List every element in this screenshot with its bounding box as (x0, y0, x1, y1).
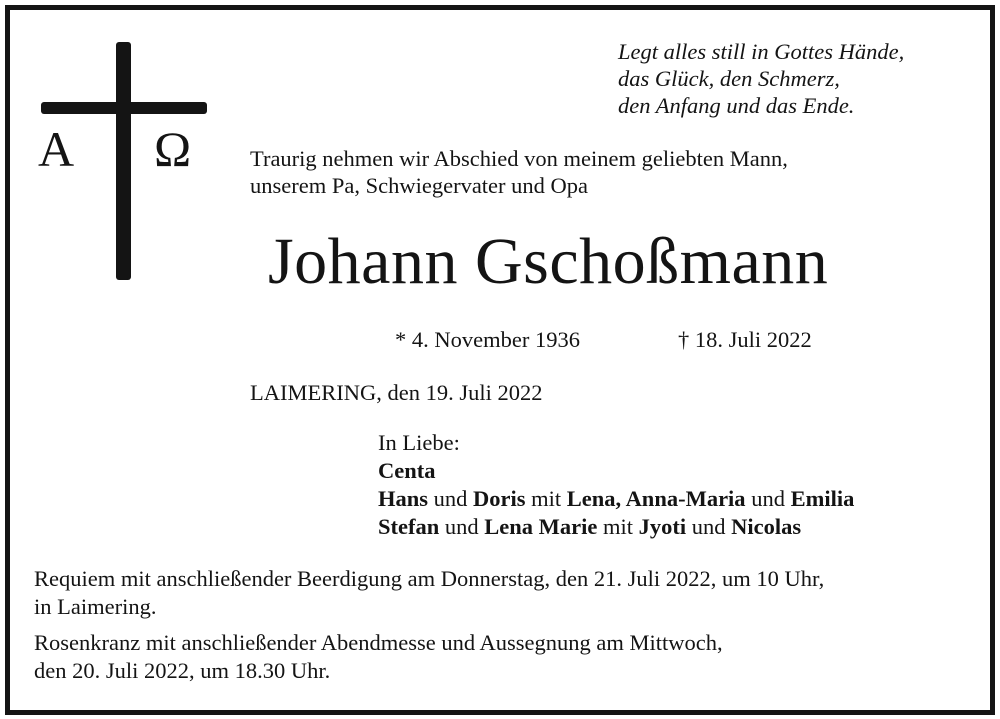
mourners-line (378, 485, 854, 513)
mourner-name: Centa (378, 458, 436, 483)
omega-symbol: Ω (154, 121, 192, 177)
death-date: † 18. Juli 2022 (678, 327, 812, 352)
mourner-name: Stefan (378, 514, 440, 539)
birth-date: * 4. November 1936 (395, 327, 580, 352)
mourner-name: Lena, Anna-Maria (566, 486, 746, 511)
intro-text (250, 145, 788, 199)
requiem-info (34, 565, 824, 621)
rosary-line: Rosenkranz mit anschließender Abendmesse und Aussegnung am Mittwoch, (34, 630, 723, 655)
intro-line: unserem Pa, Schwiegervater und Opa (250, 173, 589, 198)
connector-word: und (691, 514, 726, 539)
cross-vertical-beam (116, 42, 131, 280)
rosary-line: den 20. Juli 2022, um 18.30 Uhr. (34, 658, 331, 683)
intro-line: Traurig nehmen wir Abschied von meinem geliebten Mann, (250, 146, 788, 171)
alpha-symbol: A (38, 121, 75, 177)
mourner-name: Emilia (790, 486, 855, 511)
mourner-name: Doris (473, 486, 526, 511)
connector-word: und (444, 514, 479, 539)
motto-line: das Glück, den Schmerz, (618, 66, 840, 91)
service-details (34, 565, 824, 693)
mourner-name: Nicolas (731, 514, 802, 539)
requiem-line: in Laimering. (34, 594, 157, 619)
connector-word: mit (531, 486, 562, 511)
motto-line: den Anfang und das Ende. (618, 93, 855, 118)
connector-word: und (751, 486, 785, 511)
mourners-line (378, 513, 854, 541)
mourners-list (378, 429, 854, 541)
connector-word: und (433, 486, 468, 511)
mourners-intro: In Liebe: (378, 430, 460, 455)
mourner-name: Lena Marie (484, 514, 598, 539)
connector-word: mit (602, 514, 633, 539)
mourner-name: Jyoti (638, 514, 687, 539)
motto-line: Legt alles still in Gottes Hände, (618, 39, 905, 64)
motto-verse (618, 38, 904, 119)
place-and-date: LAIMERING, den 19. Juli 2022 (250, 380, 543, 405)
mourners-line (378, 457, 854, 485)
mourner-name: Hans (378, 486, 429, 511)
deceased-name: Johann Gschoßmann (268, 225, 829, 298)
rosary-info (34, 629, 824, 685)
cross-horizontal-beam (41, 102, 207, 114)
requiem-line: Requiem mit anschließender Beerdigung am Donnerstag, den 21. Juli 2022, um 10 Uhr, (34, 566, 825, 591)
